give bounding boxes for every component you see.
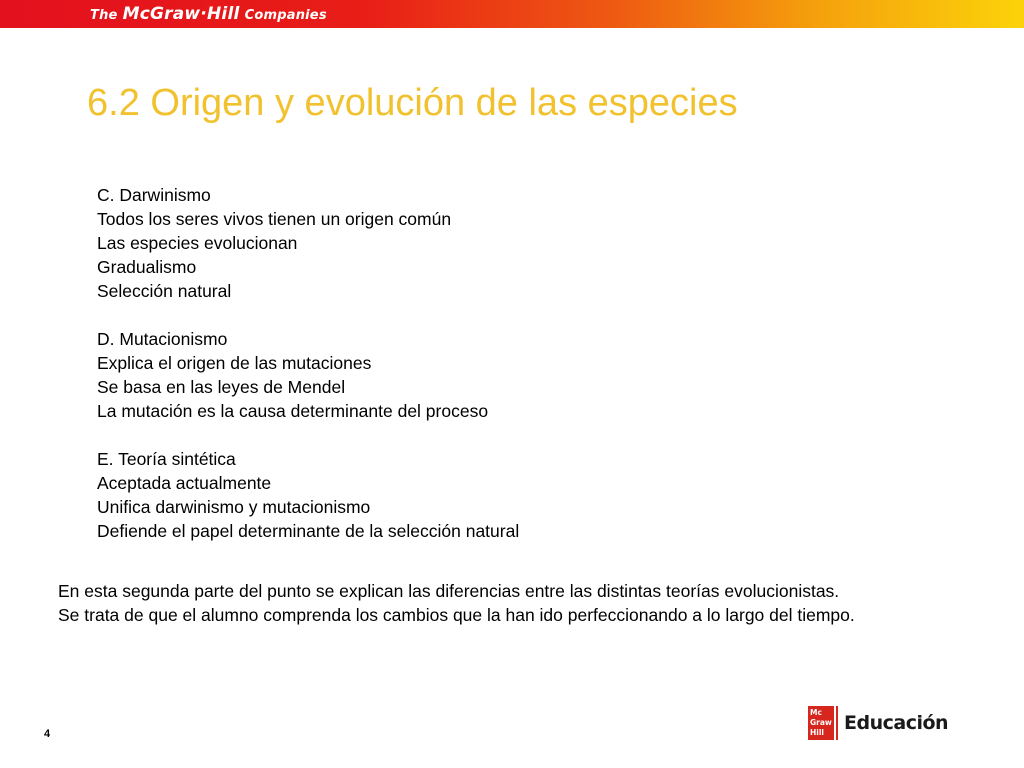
section-item: Las especies evolucionan bbox=[97, 233, 298, 253]
notes-line: En esta segunda parte del punto se explican las diferencias entre las distintas teorías evolucionistas. bbox=[58, 581, 840, 601]
logo-box-line: Hill bbox=[810, 728, 824, 737]
section-darwinismo bbox=[97, 183, 519, 303]
header-bar bbox=[0, 0, 1024, 28]
brand-suffix: Companies bbox=[244, 8, 327, 23]
page-number: 4 bbox=[44, 728, 51, 740]
section-mutacionismo bbox=[97, 327, 519, 423]
section-item: La mutación es la causa determinante del proceso bbox=[97, 401, 489, 421]
publisher-logo bbox=[808, 706, 948, 740]
section-item: Aceptada actualmente bbox=[97, 473, 272, 493]
section-item: Se basa en las leyes de Mendel bbox=[97, 377, 346, 397]
section-item: Todos los seres vivos tienen un origen común bbox=[97, 209, 452, 229]
brand-name: McGraw·Hill bbox=[122, 4, 240, 24]
section-item: Unifica darwinismo y mutacionismo bbox=[97, 497, 371, 517]
section-item: Defiende el papel determinante de la selección natural bbox=[97, 521, 520, 541]
brand-prefix: The bbox=[90, 8, 118, 23]
slide-title: 6.2 Origen y evolución de las especies bbox=[87, 82, 738, 124]
logo-box-line: Mc bbox=[810, 708, 822, 717]
section-heading: D. Mutacionismo bbox=[97, 329, 228, 349]
section-teoria-sintetica bbox=[97, 447, 519, 543]
teacher-notes bbox=[58, 579, 855, 627]
outline-content bbox=[97, 183, 519, 567]
logo-text: Educación bbox=[844, 712, 949, 734]
brand-logo bbox=[90, 4, 327, 24]
mcgraw-hill-logo-icon bbox=[808, 706, 836, 740]
section-item: Explica el origen de las mutaciones bbox=[97, 353, 372, 373]
section-item: Gradualismo bbox=[97, 257, 197, 277]
section-heading: E. Teoría sintética bbox=[97, 449, 236, 469]
notes-line: Se trata de que el alumno comprenda los cambios que la han ido perfeccionando a lo largo del tiempo. bbox=[58, 605, 855, 625]
section-item: Selección natural bbox=[97, 281, 232, 301]
logo-box-line: Graw bbox=[810, 718, 832, 727]
section-heading: C. Darwinismo bbox=[97, 185, 211, 205]
